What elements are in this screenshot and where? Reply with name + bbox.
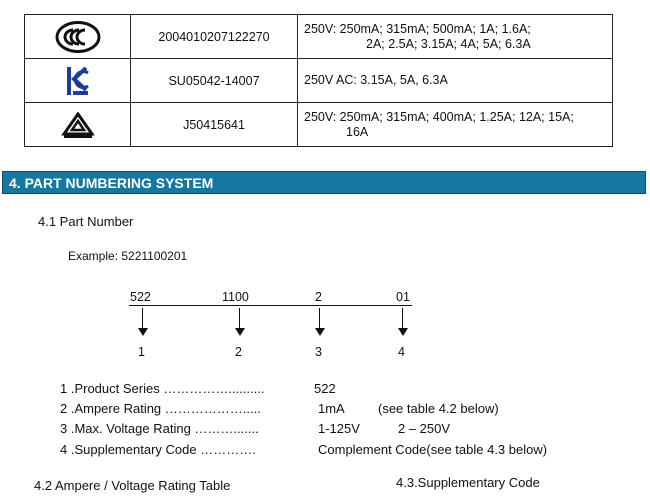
legend-note: 2 – 250V bbox=[398, 421, 451, 436]
rating-line: 2A; 2.5A; 3.15A; 4A; 5A; 6.3A bbox=[366, 36, 531, 51]
legend-value: 522 bbox=[314, 381, 336, 396]
certification-table bbox=[24, 14, 613, 147]
rating-line: 250V AC: 3.15A, 5A, 6.3A bbox=[304, 73, 448, 87]
down-arrow-icon bbox=[402, 308, 403, 330]
segment-code: 2 bbox=[315, 290, 322, 304]
part-number-example: Example: 5221100201 bbox=[68, 249, 188, 263]
cert-row bbox=[25, 59, 613, 103]
segment-code: 1100 bbox=[222, 290, 249, 304]
cert-number: J50415641 bbox=[131, 103, 298, 147]
supplementary-code-heading: 4.3.Supplementary Code bbox=[396, 475, 540, 490]
cert-mark-cell bbox=[25, 103, 131, 147]
legend-value: 1mA bbox=[318, 401, 345, 416]
cert-mark-cell bbox=[25, 59, 131, 103]
part-number-underline bbox=[129, 305, 412, 306]
cert-rating bbox=[298, 103, 613, 147]
cert-number: SU05042-14007 bbox=[131, 59, 298, 103]
rating-table-heading: 4.2 Ampere / Voltage Rating Table bbox=[34, 478, 231, 493]
section-header-bar bbox=[2, 171, 646, 194]
rating-line: 16A bbox=[346, 124, 369, 139]
cert-mark-cell bbox=[25, 15, 131, 59]
legend-note: (see table 4.2 below) bbox=[378, 401, 499, 416]
segment-code: 522 bbox=[130, 290, 151, 304]
legend-value: Complement Code(see table 4.3 below) bbox=[318, 442, 548, 457]
cert-number: 2004010207122270 bbox=[131, 15, 298, 59]
kc-mark-icon bbox=[64, 64, 92, 98]
ccc-mark-icon bbox=[54, 20, 102, 54]
down-arrow-icon bbox=[142, 308, 143, 330]
segment-index: 1 bbox=[138, 345, 145, 359]
down-arrow-icon bbox=[239, 308, 240, 330]
segment-index: 3 bbox=[315, 345, 322, 359]
cert-row bbox=[25, 103, 613, 147]
rating-line: 250V: 250mA; 315mA; 500mA; 1A; 1.6A; bbox=[304, 21, 531, 36]
segment-index: 2 bbox=[235, 345, 242, 359]
rating-line: 250V: 250mA; 315mA; 400mA; 1.25A; 12A; 15A; bbox=[304, 109, 574, 124]
segment-index: 4 bbox=[398, 345, 405, 359]
cert-row bbox=[25, 15, 613, 59]
section-title: 4. PART NUMBERING SYSTEM bbox=[9, 175, 214, 191]
cert-rating bbox=[298, 15, 613, 59]
segment-code: 01 bbox=[396, 290, 410, 304]
legend-label: 1 .Product Series …………….......... bbox=[60, 381, 265, 396]
down-arrow-icon bbox=[319, 308, 320, 330]
legend-label: 2 .Ampere Rating ………………..... bbox=[60, 401, 261, 416]
cert-rating bbox=[298, 59, 613, 103]
legend-label: 4 .Supplementary Code …………. bbox=[60, 442, 256, 457]
legend-value: 1-125V bbox=[318, 421, 360, 436]
legend-label: 3 .Max. Voltage Rating ………....... bbox=[60, 421, 259, 436]
pse-mark-icon bbox=[61, 112, 95, 138]
part-number-heading: 4.1 Part Number bbox=[38, 214, 134, 229]
